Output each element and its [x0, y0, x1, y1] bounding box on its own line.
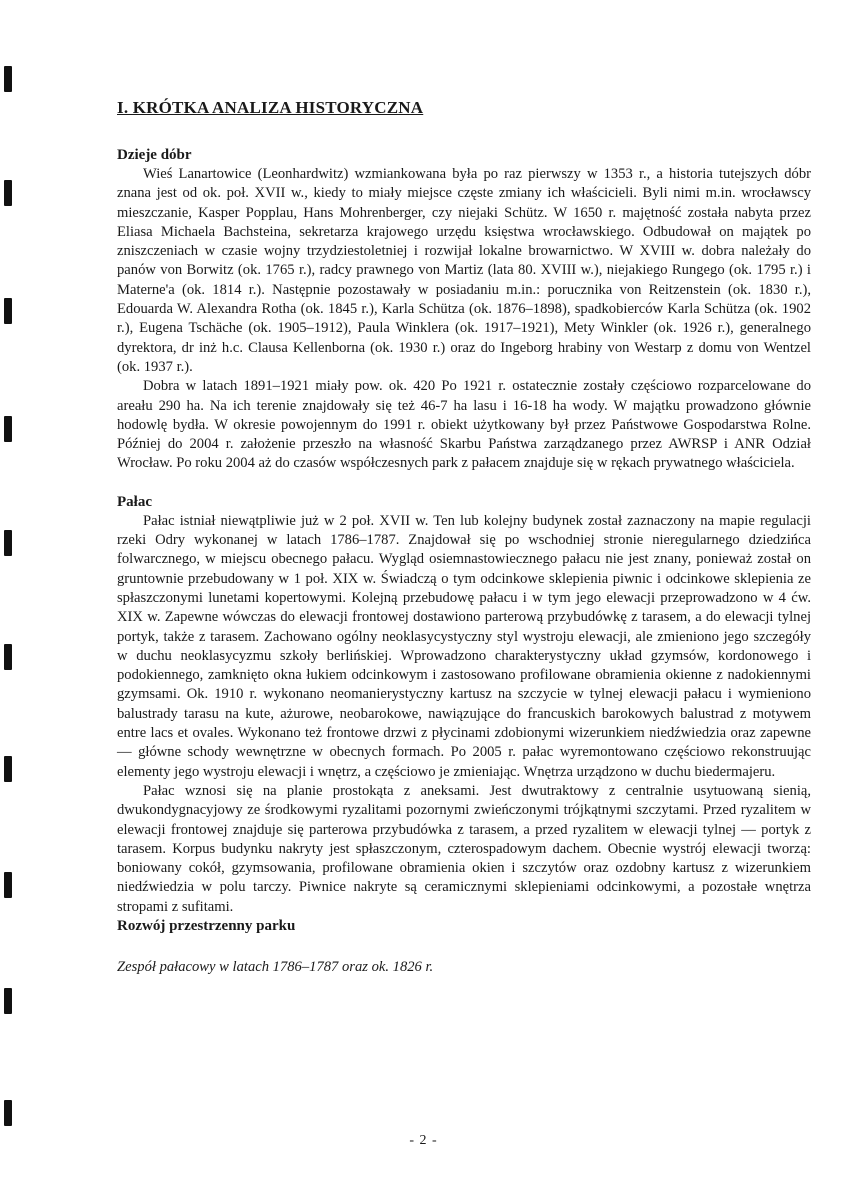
section-estate-history: [117, 146, 811, 474]
section-heading: Rozwój przestrzenny parku: [117, 917, 296, 934]
binder-mark: [4, 1100, 12, 1126]
section-palace: [117, 493, 811, 917]
binder-mark: [4, 416, 12, 442]
binder-mark: [4, 530, 12, 556]
binder-hole-marks: [0, 0, 20, 1198]
document-title: I. KRÓTKA ANALIZA HISTORYCZNA: [117, 98, 424, 117]
binder-mark: [4, 180, 12, 206]
document-body: [117, 98, 811, 977]
figure-caption: Zespół pałacowy w latach 1786–1787 oraz ok. 1826 r.: [117, 958, 434, 975]
paragraph: Pałac istniał niewątpliwie już w 2 poł. XVII w. Ten lub kolejny budynek został zaznaczony na mapie regulacji rzeki Odry wykonanej w latach 1786–1787. Znajdował się po wschodniej stronie nieregularnego dziedzińca folwarcznego, w miejscu obecnego pałacu. Wygląd osiemnastowiecznego pałacu nie jest znany, ponieważ został on gruntownie przebudowany w 1 poł. XIX w. Świadczą o tym odcinkowe sklepienia piwnic i odcinkowe sklepienia ze spłaszczonymi lunetami kopertowymi. Kolejną przebudowę pałacu i w tym jego elewacji przeprowadzono w 4 ćw. XIX w. Zapewne wówczas do elewacji frontowej dostawiono parterową przybudówkę z tarasem, a do elewacji tylnej portyk, także z tarasem. Zachowano ogólny neoklasycystyczny styl wystroju elewacji, ale zmieniono jego szczegóły w duchu neoklasycyzmu szkoły berlińskiej. Wprowadzono charakterystyczny układ gzymsów, kordonowego i podokiennego, zamknięto okna łukiem odcinkowym i zastosowano profilowane obramienia okienne z nadokiennymi gzymsami. Ok. 1910 r. wykonano neomanierystyczny kartusz na szczycie w tylnej elewacji pałacu i wymieniono balustrady tarasu na kute, ażurowe, neobarokowe, nawiązujące do francuskich barokowych balustrad z motywem entre lacs et ovales. Wykonano też frontowe drzwi z płycinami zdobionymi wizerunkiem niedźwiedzia oraz zapewne — główne schody wewnętrzne w obecnych formach. Po 2005 r. pałac wyremontowano częściowo rekonstruując elementy jego wystroju elewacji i wnętrz, a częściowo je zmieniając. Wnętrza urządzono w duchu biedermajeru.: [117, 512, 811, 780]
binder-mark: [4, 66, 12, 92]
binder-mark: [4, 988, 12, 1014]
page-number: - 2 -: [409, 1133, 438, 1148]
paragraph: Pałac wznosi się na planie prostokąta z aneksami. Jest dwutraktowy z centralnie usytuowaną sienią, dwukondygnacyjowy ze środkowymi ryzalitami pozornymi zwieńczonymi trójkątnymi szczytami. Przed ryzalitem w elewacji frontowej znajduje się parterowa przybudówka z tarasem, a przed ryzalitem w elewacji tylnej — portyk z tarasem. Korpus budynku nakryty jest spłaszczonym, czterospadowym dachem. Obecnie wystrój elewacji tworzą: boniowany cokół, gzymsowania, profilowane obramienia okien i szczytów oraz ozdobny kartusz z wizerunkiem niedźwiedzia w polu tarczy. Piwnice nakryte są ceramicznymi sklepieniami odcinkowymi, a pozostałe wnętrza stropami z sufitami.: [117, 782, 811, 915]
binder-mark: [4, 298, 12, 324]
paragraph: Wieś Lanartowice (Leonhardwitz) wzmiankowana była po raz pierwszy w 1353 r., a historia tutejszych dóbr znana jest od ok. poł. XVII w., kiedy to miały miejsce częste zmiany ich właścicieli. Byli nimi m.in. wrocławscy mieszczanie, Kasper Popplau, Hans Mohrenberger, czy niejaki Schütz. W 1650 r. majętność została nabyta przez Eliasa Michaela Bachsteina, sekretarza krajowego urzędu księstwa wrocławskiego. Odbudował on majątek po zniszczeniach w czasie wojny trzydziestoletniej i rozwijał lokalne browarnictwo. W XVIII w. dobra należały do panów von Borwitz (ok. 1765 r.), radcy prawnego von Martiz (lata 80. XVIII w.), niejakiego Rungego (ok. 1795 r.) i Materne'a (ok. 1814 r.). Następnie pozostawały w posiadaniu m.in.: porucznika von Reitzenstein (ok. 1830 r.), Edouarda W. Alexandra Rotha (ok. 1845 r.), Karla Schütza (ok. 1876–1898), spadkobierców Karla Schütza (ok. 1902 r.), Eugena Tschäche (ok. 1905–1912), Paula Winklera (ok. 1917–1921), Mety Winkler (ok. 1926 r.), generalnego dyrektora, dr inż h.c. Clausa Kellenborna (ok. 1930 r.) oraz do Ingeborg hrabiny von Westarp z domu von Wentzel (ok. 1937 r.).: [117, 166, 811, 375]
section-park-development: [117, 917, 811, 936]
section-heading: Pałac: [117, 493, 152, 510]
section-heading: Dzieje dóbr: [117, 147, 192, 163]
binder-mark: [4, 872, 12, 898]
binder-mark: [4, 644, 12, 670]
binder-mark: [4, 756, 12, 782]
paragraph: Dobra w latach 1891–1921 miały pow. ok. 420 Po 1921 r. ostatecznie zostały częściowo rozparcelowane do areału 290 ha. Na ich terenie znajdowały się też 46-7 ha lasu i 16-18 ha wody. W majątku prowadzono głównie hodowlę bydła. W okresie powojennym do 1991 r. obiekt użytkowany był przez Państwowe Gospodarstwa Rolne. Później do 2004 r. założenie przeszło na własność Skarbu Państwa zarządzanego przez AWRSP i ANR Odział Wrocław. Po roku 2004 aż do czasów współczesnych park z pałacem znajduje się w rękach prywatnego właściciela.: [117, 378, 811, 472]
